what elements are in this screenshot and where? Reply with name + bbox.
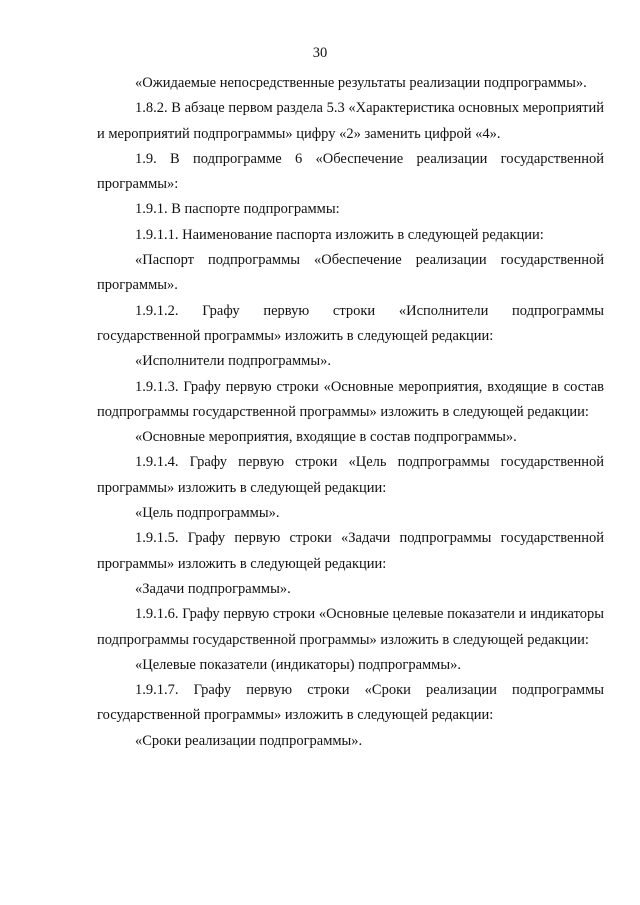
paragraph: «Задачи подпрограммы». <box>135 580 291 597</box>
paragraph: 1.9. В подпрограмме 6 «Обеспечение реализации государственной программы»: <box>97 150 604 193</box>
document-body <box>97 71 604 754</box>
paragraph: 1.8.2. В абзаце первом раздела 5.3 «Характеристика основных мероприятий и мероприятий подпрограммы» цифру «2» заменить цифрой «4». <box>97 100 604 142</box>
paragraph: «Ожидаемые непосредственные результаты реализации подпрограммы». <box>135 75 587 91</box>
paragraph: 1.9.1.2. Графу первую строки «Исполнители подпрограммы государственной программы» изложить в следующей редакции: <box>97 302 604 344</box>
paragraph: 1.9.1.3. Графу первую строки «Основные мероприятия, входящие в состав подпрограммы государственной программы» изложить в следующей редакции: <box>97 378 604 420</box>
paragraph: 1.9.1. В паспорте подпрограммы: <box>135 201 340 218</box>
paragraph: «Целевые показатели (индикаторы) подпрограммы». <box>135 656 461 673</box>
paragraph: «Сроки реализации подпрограммы». <box>135 732 363 749</box>
paragraph: 1.9.1.5. Графу первую строки «Задачи подпрограммы государственной программы» изложить в следующей редакции: <box>97 530 604 572</box>
paragraph: «Паспорт подпрограммы «Обеспечение реализации государственной программы». <box>97 252 604 294</box>
paragraph: 1.9.1.6. Графу первую строки «Основные целевые показатели и индикаторы подпрограммы государственной программы» изложить в следующей редакции: <box>97 606 604 648</box>
paragraph: 1.9.1.7. Графу первую строки «Сроки реализации подпрограммы государственной программы» изложить в следующей редакции: <box>97 682 604 724</box>
page-number: 30 <box>312 45 328 61</box>
paragraph: «Цель подпрограммы». <box>135 505 280 522</box>
paragraph: 1.9.1.4. Графу первую строки «Цель подпрограммы государственной программы» изложить в следующей редакции: <box>97 454 604 496</box>
paragraph: 1.9.1.1. Наименование паспорта изложить в следующей редакции: <box>135 226 544 243</box>
paragraph: «Исполнители подпрограммы». <box>135 353 331 370</box>
paragraph: «Основные мероприятия, входящие в состав подпрограммы». <box>135 429 517 446</box>
